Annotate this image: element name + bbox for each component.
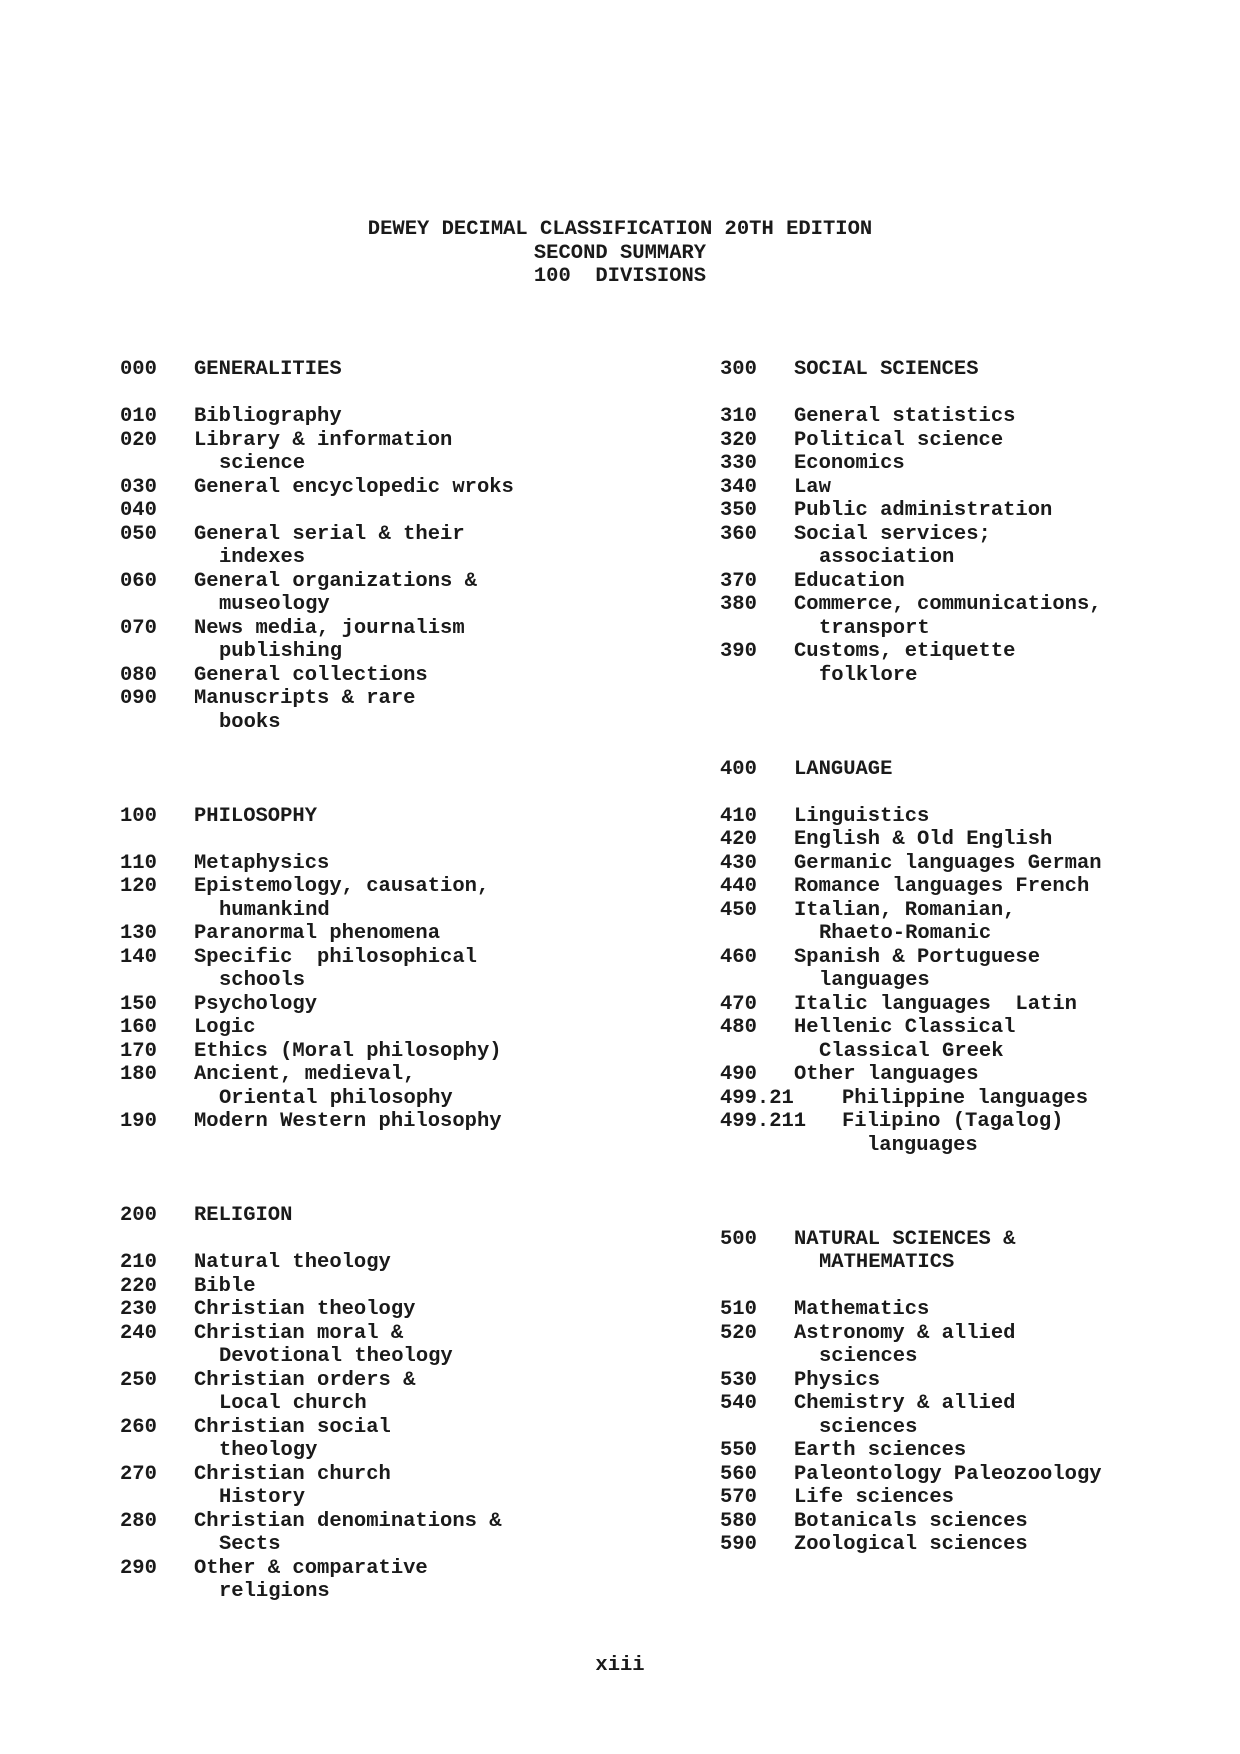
classification-continuation	[120, 899, 330, 923]
class-label: Devotional theology	[219, 1345, 453, 1368]
class-code: 500	[720, 1227, 757, 1251]
classification-continuation	[720, 617, 930, 641]
classification-entry	[720, 476, 831, 500]
class-label: Epistemology, causation,	[194, 875, 490, 898]
classification-entry	[120, 358, 342, 382]
classification-entry	[720, 1110, 1063, 1134]
class-label: Local church	[219, 1392, 367, 1415]
classification-continuation	[720, 1040, 1004, 1064]
class-label: Library & information	[194, 428, 453, 452]
classification-entry	[120, 1557, 428, 1581]
class-code: 530	[720, 1368, 757, 1392]
classification-entry	[120, 993, 317, 1017]
classification-continuation	[120, 1486, 305, 1510]
classification-entry	[120, 1251, 391, 1275]
classification-entry	[120, 476, 514, 500]
class-code: 550	[720, 1439, 757, 1462]
classification-entry	[720, 593, 1102, 617]
class-label: Paleontology Paleozoology	[794, 1462, 1102, 1486]
class-code: 480	[720, 1016, 757, 1039]
class-code: 590	[720, 1533, 757, 1556]
class-label: languages	[819, 969, 930, 992]
classification-entry	[120, 1016, 256, 1040]
classification-entry	[720, 452, 905, 476]
classification-entry	[120, 875, 489, 899]
classification-entry	[120, 805, 317, 829]
class-code: 360	[720, 522, 757, 546]
class-code: 280	[120, 1509, 157, 1533]
class-code: 030	[120, 475, 157, 499]
classification-entry	[720, 1510, 1028, 1534]
classification-entry	[120, 1416, 391, 1440]
class-label: LANGUAGE	[794, 757, 893, 781]
class-code: 050	[120, 522, 157, 546]
class-label: Law	[794, 475, 831, 499]
class-code	[120, 1392, 194, 1416]
class-code: 100	[120, 804, 157, 828]
class-code: 010	[120, 405, 157, 428]
classification-continuation	[120, 1533, 281, 1557]
class-code	[720, 546, 794, 570]
classification-entry	[720, 1533, 1028, 1557]
class-label: folklore	[819, 663, 918, 687]
classification-entry	[120, 922, 440, 946]
class-label: Hellenic Classical	[794, 1016, 1016, 1039]
classification-continuation	[120, 546, 305, 570]
classification-entry	[720, 358, 979, 382]
classification-continuation	[720, 969, 930, 993]
class-label: Germanic languages German	[794, 851, 1102, 875]
class-label: SOCIAL SCIENCES	[794, 358, 979, 381]
class-code: 260	[120, 1415, 157, 1439]
class-code	[120, 1439, 194, 1463]
class-code	[120, 1533, 194, 1557]
class-code: 400	[720, 757, 757, 781]
class-code	[720, 922, 794, 946]
class-code: 200	[120, 1204, 157, 1227]
class-code: 430	[720, 851, 757, 875]
class-label: General organizations &	[194, 569, 477, 593]
class-code: 410	[720, 804, 757, 828]
classification-entry	[720, 429, 1003, 453]
class-code: 140	[120, 945, 157, 969]
classification-entry	[120, 1369, 415, 1393]
class-code	[120, 640, 194, 664]
class-label: NATURAL SCIENCES &	[794, 1227, 1016, 1251]
class-label: Commerce, communications,	[794, 593, 1102, 616]
classification-continuation	[120, 452, 305, 476]
classification-entry	[120, 1040, 502, 1064]
class-code	[120, 1087, 194, 1111]
class-label: General collections	[194, 663, 428, 687]
class-code: 220	[120, 1274, 157, 1298]
class-label: Modern Western philosophy	[194, 1110, 502, 1133]
classification-entry	[120, 1510, 502, 1534]
class-label: Customs, etiquette	[794, 640, 1016, 663]
classification-entry	[120, 1204, 292, 1228]
class-code: 000	[120, 358, 157, 381]
class-label: Spanish & Portuguese	[794, 945, 1041, 969]
class-code: 560	[720, 1462, 757, 1486]
classification-entry	[720, 828, 1052, 852]
class-code: 520	[720, 1321, 757, 1345]
class-code: 380	[720, 593, 757, 616]
class-label: books	[219, 710, 281, 734]
classification-entry	[720, 993, 1077, 1017]
classification-continuation	[720, 1416, 917, 1440]
class-label: Mathematics	[794, 1298, 930, 1321]
class-code: 110	[120, 851, 157, 875]
class-code: 230	[120, 1298, 157, 1321]
classification-entry	[120, 1110, 502, 1134]
class-label: languages	[867, 1133, 978, 1157]
class-label: GENERALITIES	[194, 358, 342, 381]
classification-entry	[120, 405, 342, 429]
class-label: indexes	[219, 546, 306, 569]
page-number: xiii	[595, 1654, 645, 1677]
class-code: 390	[720, 640, 757, 663]
class-code: 190	[120, 1110, 157, 1133]
class-label: MATHEMATICS	[819, 1251, 955, 1274]
classification-entry	[120, 429, 452, 453]
class-code: 440	[720, 875, 757, 898]
class-label: Christian theology	[194, 1298, 416, 1321]
class-code	[120, 899, 194, 923]
class-label: PHILOSOPHY	[194, 804, 318, 828]
class-label: Ethics (Moral philosophy)	[194, 1039, 502, 1063]
class-code: 180	[120, 1063, 157, 1086]
class-code	[120, 1486, 194, 1510]
classification-entry	[720, 570, 905, 594]
classification-entry	[120, 1463, 391, 1487]
class-code	[720, 1251, 794, 1275]
classification-entry	[720, 523, 991, 547]
class-code	[120, 452, 194, 476]
class-code: 330	[720, 452, 757, 475]
class-label: Sects	[219, 1533, 281, 1556]
class-code: 370	[720, 569, 757, 593]
class-label: Oriental philosophy	[219, 1086, 453, 1110]
class-code	[120, 1345, 194, 1369]
class-code	[720, 1416, 794, 1440]
class-code: 120	[120, 875, 157, 898]
class-code: 470	[720, 992, 757, 1016]
class-code: 450	[720, 898, 757, 922]
classification-entry	[720, 1486, 954, 1510]
title-line-3: 100 DIVISIONS	[533, 265, 707, 288]
class-label: museology	[219, 593, 330, 616]
class-label: News media, journalism	[194, 616, 465, 640]
class-code: 570	[720, 1486, 757, 1509]
class-code: 040	[120, 499, 157, 522]
class-code: 060	[120, 569, 157, 593]
classification-entry	[720, 1016, 1015, 1040]
class-code: 020	[120, 428, 157, 452]
classification-entry	[720, 946, 1040, 970]
class-label: Romance languages French	[794, 875, 1090, 898]
classification-entry	[720, 1228, 1015, 1252]
class-label: Linguistics	[794, 804, 930, 828]
class-label: Italian, Romanian,	[794, 898, 1016, 922]
class-label: English & Old English	[794, 828, 1053, 851]
classification-entry	[120, 687, 415, 711]
class-label: Bible	[194, 1274, 256, 1298]
class-code: 270	[120, 1462, 157, 1486]
classification-entry	[120, 617, 465, 641]
classification-entry	[720, 1463, 1102, 1487]
class-label: science	[219, 452, 306, 475]
class-code: 160	[120, 1016, 157, 1039]
class-code: 090	[120, 687, 157, 710]
class-label: schools	[219, 969, 306, 992]
class-code	[720, 1040, 794, 1064]
class-label: Earth sciences	[794, 1439, 967, 1462]
classification-entry	[720, 758, 892, 782]
class-label: Specific philosophical	[194, 945, 477, 969]
class-label: Psychology	[194, 992, 318, 1016]
class-label: Education	[794, 569, 905, 593]
classification-entry	[120, 1063, 415, 1087]
classification-entry	[120, 664, 428, 688]
class-code	[120, 546, 194, 570]
class-label: humankind	[219, 898, 330, 922]
classification-continuation	[120, 640, 342, 664]
class-label: General statistics	[794, 405, 1016, 428]
class-code: 490	[720, 1063, 757, 1086]
classification-entry	[720, 1439, 966, 1463]
class-code: 580	[720, 1509, 757, 1533]
class-code	[720, 1134, 842, 1158]
class-label: RELIGION	[194, 1204, 293, 1227]
class-label: Christian orders &	[194, 1368, 416, 1392]
classification-entry	[720, 805, 929, 829]
classification-continuation	[720, 546, 954, 570]
class-label: General serial & their	[194, 522, 465, 546]
classification-continuation	[120, 1580, 330, 1604]
class-code: 540	[720, 1392, 757, 1415]
classification-entry	[120, 946, 477, 970]
document-title	[0, 218, 1240, 289]
classification-continuation	[720, 1134, 978, 1158]
classification-entry	[120, 1298, 415, 1322]
class-code: 170	[120, 1039, 157, 1063]
class-label: Paranormal phenomena	[194, 922, 441, 945]
classification-continuation	[120, 593, 330, 617]
class-code: 080	[120, 663, 157, 687]
classification-continuation	[720, 922, 991, 946]
class-code: 420	[720, 828, 757, 851]
class-label: Classical Greek	[819, 1039, 1004, 1063]
class-label: Social services;	[794, 522, 991, 546]
classification-entry	[720, 899, 1015, 923]
class-label: theology	[219, 1439, 318, 1462]
class-code: 499.21	[720, 1086, 794, 1110]
class-label: Italic languages Latin	[794, 992, 1077, 1016]
class-label: Economics	[794, 452, 905, 475]
class-code: 150	[120, 992, 157, 1016]
classification-entry	[120, 852, 329, 876]
classification-entry	[720, 405, 1015, 429]
classification-entry	[720, 1322, 1015, 1346]
classification-continuation	[120, 1392, 367, 1416]
classification-entry	[720, 1087, 1088, 1111]
classification-entry	[120, 499, 194, 523]
class-label: Natural theology	[194, 1251, 391, 1274]
class-code: 250	[120, 1368, 157, 1392]
class-label: Filipino (Tagalog)	[842, 1110, 1064, 1133]
classification-entry	[720, 499, 1052, 523]
class-code	[120, 969, 194, 993]
class-code: 130	[120, 922, 157, 945]
class-code	[720, 664, 794, 688]
classification-entry	[720, 875, 1089, 899]
class-label: Bibliography	[194, 405, 342, 428]
classification-entry	[720, 640, 1015, 664]
class-label: Ancient, medieval,	[194, 1063, 416, 1086]
class-label: Manuscripts & rare	[194, 687, 416, 710]
class-code: 210	[120, 1251, 157, 1274]
class-label: Metaphysics	[194, 851, 330, 875]
class-label: Other languages	[794, 1063, 979, 1086]
class-code: 340	[720, 475, 757, 499]
class-code: 290	[120, 1556, 157, 1580]
class-code: 240	[120, 1321, 157, 1345]
class-code: 070	[120, 616, 157, 640]
classification-entry	[720, 1369, 880, 1393]
class-code: 350	[720, 499, 757, 522]
class-label: Christian social	[194, 1415, 391, 1439]
class-label: Logic	[194, 1016, 256, 1039]
class-label: Zoological sciences	[794, 1533, 1028, 1556]
classification-entry	[120, 1275, 256, 1299]
class-label: publishing	[219, 640, 343, 663]
classification-entry	[120, 523, 465, 547]
class-label: sciences	[819, 1345, 918, 1368]
class-code: 510	[720, 1298, 757, 1321]
classification-continuation	[720, 1345, 917, 1369]
class-code	[720, 617, 794, 641]
classification-entry	[720, 1298, 929, 1322]
class-label: Botanicals sciences	[794, 1509, 1028, 1533]
class-code	[120, 711, 194, 735]
class-label: religions	[219, 1580, 330, 1603]
class-code	[720, 1345, 794, 1369]
class-code	[120, 593, 194, 617]
class-label: Christian denominations &	[194, 1509, 502, 1533]
class-code: 300	[720, 358, 757, 381]
classification-entry	[120, 570, 477, 594]
class-label: Political science	[794, 428, 1004, 452]
classification-continuation	[120, 1345, 453, 1369]
class-label: Public administration	[794, 499, 1053, 522]
class-label: Christian moral &	[194, 1321, 404, 1345]
classification-continuation	[120, 1439, 317, 1463]
classification-continuation	[120, 1087, 453, 1111]
class-label: Physics	[794, 1368, 881, 1392]
class-code: 320	[720, 428, 757, 452]
title-line-1: DEWEY DECIMAL CLASSIFICATION 20TH EDITION	[367, 218, 873, 241]
class-label: Other & comparative	[194, 1556, 428, 1580]
class-code: 310	[720, 405, 757, 428]
classification-entry	[720, 852, 1102, 876]
class-label: Chemistry & allied	[794, 1392, 1016, 1415]
class-label: association	[819, 546, 955, 569]
class-label: History	[219, 1486, 306, 1509]
class-code: 499.211	[720, 1110, 807, 1133]
classification-continuation	[120, 969, 305, 993]
classification-entry	[720, 1392, 1015, 1416]
classification-continuation	[720, 1251, 954, 1275]
class-label: Rhaeto-Romanic	[819, 922, 992, 945]
class-label: Astronomy & allied	[794, 1321, 1016, 1345]
class-label: sciences	[819, 1415, 918, 1439]
class-label: General encyclopedic wroks	[194, 475, 514, 499]
title-line-2: SECOND SUMMARY	[533, 241, 707, 265]
class-label: Philippine languages	[842, 1086, 1089, 1110]
class-code: 460	[720, 945, 757, 969]
classification-entry	[720, 1063, 979, 1087]
class-code	[720, 969, 794, 993]
class-label: Christian church	[194, 1462, 391, 1486]
classification-continuation	[120, 711, 281, 735]
classification-continuation	[720, 664, 917, 688]
class-label: Life sciences	[794, 1486, 954, 1509]
class-label: transport	[819, 616, 930, 640]
classification-entry	[120, 1322, 403, 1346]
class-code	[120, 1580, 194, 1604]
